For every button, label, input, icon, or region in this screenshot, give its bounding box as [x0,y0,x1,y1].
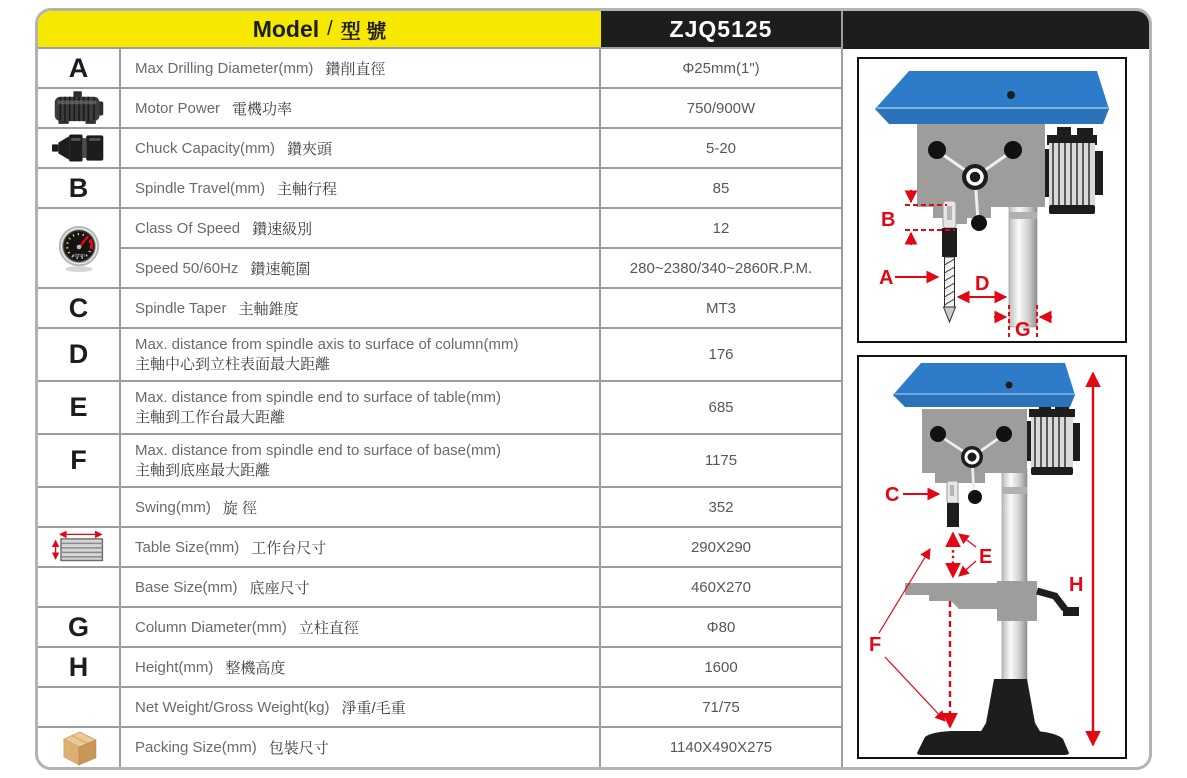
head-body [922,409,1027,483]
model-label-zh: 型 號 [340,20,387,43]
spec-row-spindle-to-table: E Max. distance from spindle end to surface of table(mm) 主軸到工作台最大距離 685 [38,382,841,435]
dim-label-f: F [869,634,882,656]
work-table [905,581,1079,621]
row-value: Φ25mm(1") [682,59,760,77]
dim-label-e: E [979,546,993,568]
spec-row-speed-range: Speed 50/60Hz 鑽速範圍 280~2380/340~2860R.P.M. [121,249,841,287]
spec-row-spindle-to-column: D Max. distance from spindle axis to surface of column(mm) 主軸中心到立柱表面最大距離 176 [38,329,841,382]
drill-press-diagram [859,357,1125,757]
motor [1042,127,1103,214]
row-value: 1600 [704,658,738,676]
dimension-letter-d: D [38,329,121,380]
speed-gauge-icon [56,222,102,274]
spec-row-packing-size: Packing Size(mm) 包裝尺寸 1140X490X275 [38,728,841,767]
spec-row-class-of-speed: Class Of Speed 鑽速級別 12 [121,209,841,249]
dimension-letter-g: G [38,608,121,646]
diagram-full-machine [857,355,1127,759]
belt-cover [893,363,1075,407]
dim-label-d: D [975,273,990,295]
table-size-icon [52,530,106,564]
row-value: 352 [708,498,734,516]
spec-row-base-size: Base Size(mm) 底座尺寸 460X270 [38,568,841,608]
row-value: 750/900W [686,99,756,117]
motor-icon [51,89,107,127]
drill-head-diagram [859,59,1125,341]
spec-row-motor-power: Motor Power 電機功率 750/900W [38,89,841,129]
row-value: 280~2380/340~2860R.P.M. [629,259,813,277]
row-value: 176 [708,346,734,363]
dimension-letter-c: C [38,289,121,327]
model-value-cell: ZJQ5125 [601,11,841,47]
packing-box-icon [55,728,103,768]
row-value: 685 [708,399,734,416]
spec-row-table-size: Table Size(mm) 工作台尺寸 290X290 [38,528,841,568]
row-value: 1175 [704,452,738,469]
dimension-letter-f: F [38,435,121,486]
dimension-letter-b: B [38,169,121,207]
spec-row-spindle-travel: B Spindle Travel(mm) 主軸行程 85 [38,169,841,209]
table-header-row [38,11,841,49]
spec-row-swing: Swing(mm) 旋 徑 352 [38,488,841,528]
row-value: 85 [712,179,730,197]
diagram-head-closeup [857,57,1127,343]
dim-label-b: B [881,209,896,231]
row-value: 460X270 [690,578,752,596]
dimension-letter-h: H [38,648,121,686]
spec-row-column-diameter: G Column Diameter(mm) 立柱直徑 Φ80 [38,608,841,648]
spindle-drill [942,201,957,322]
spec-table-frame [35,8,1152,770]
spec-row-weight: Net Weight/Gross Weight(kg) 淨重/毛重 71/75 [38,688,841,728]
spec-rows-speed-group [38,209,841,289]
spec-row-spindle-to-base: F Max. distance from spindle end to surface of base(mm) 主軸到底座最大距離 1175 [38,435,841,488]
spec-row-chuck-capacity: Chuck Capacity(mm) 鑽夾頭 5-20 [38,129,841,169]
row-value: 290X290 [690,538,752,556]
column [1002,469,1027,681]
spec-row-spindle-taper: C Spindle Taper 主軸錐度 MT3 [38,289,841,329]
row-value: 5-20 [705,139,737,157]
chuck-icon [50,130,108,166]
row-label-zh: 鑽削直徑 [325,60,386,78]
motor [1026,401,1080,475]
dimension-letter-a: A [38,49,121,87]
row-value: 1140X490X275 [669,739,773,756]
column [1009,199,1037,327]
diagram-panel-header [843,11,1149,49]
spec-row-max-drilling-diameter [38,49,841,89]
spindle-chuck [947,481,959,527]
model-label-en: Model [252,15,320,42]
gauge-unit-text: r/min [72,253,85,260]
base [917,679,1069,755]
dim-label-c: C [885,484,900,506]
dim-label-h: H [1069,574,1084,596]
model-label-separator: / [327,17,333,40]
spec-table [38,11,843,767]
dim-label-a: A [879,267,894,289]
belt-cover [875,71,1109,124]
row-value: 12 [712,219,730,237]
model-header-cell [38,11,601,47]
dimension-letter-e: E [38,382,121,433]
row-value: Φ80 [706,618,736,636]
row-value: MT3 [706,299,736,317]
diagram-panel [843,11,1149,767]
spec-row-height: H Height(mm) 整機高度 1600 [38,648,841,688]
row-value: 71/75 [702,698,740,716]
row-label-en: Max Drilling Diameter(mm) [135,59,314,77]
dim-label-g: G [1015,319,1031,341]
